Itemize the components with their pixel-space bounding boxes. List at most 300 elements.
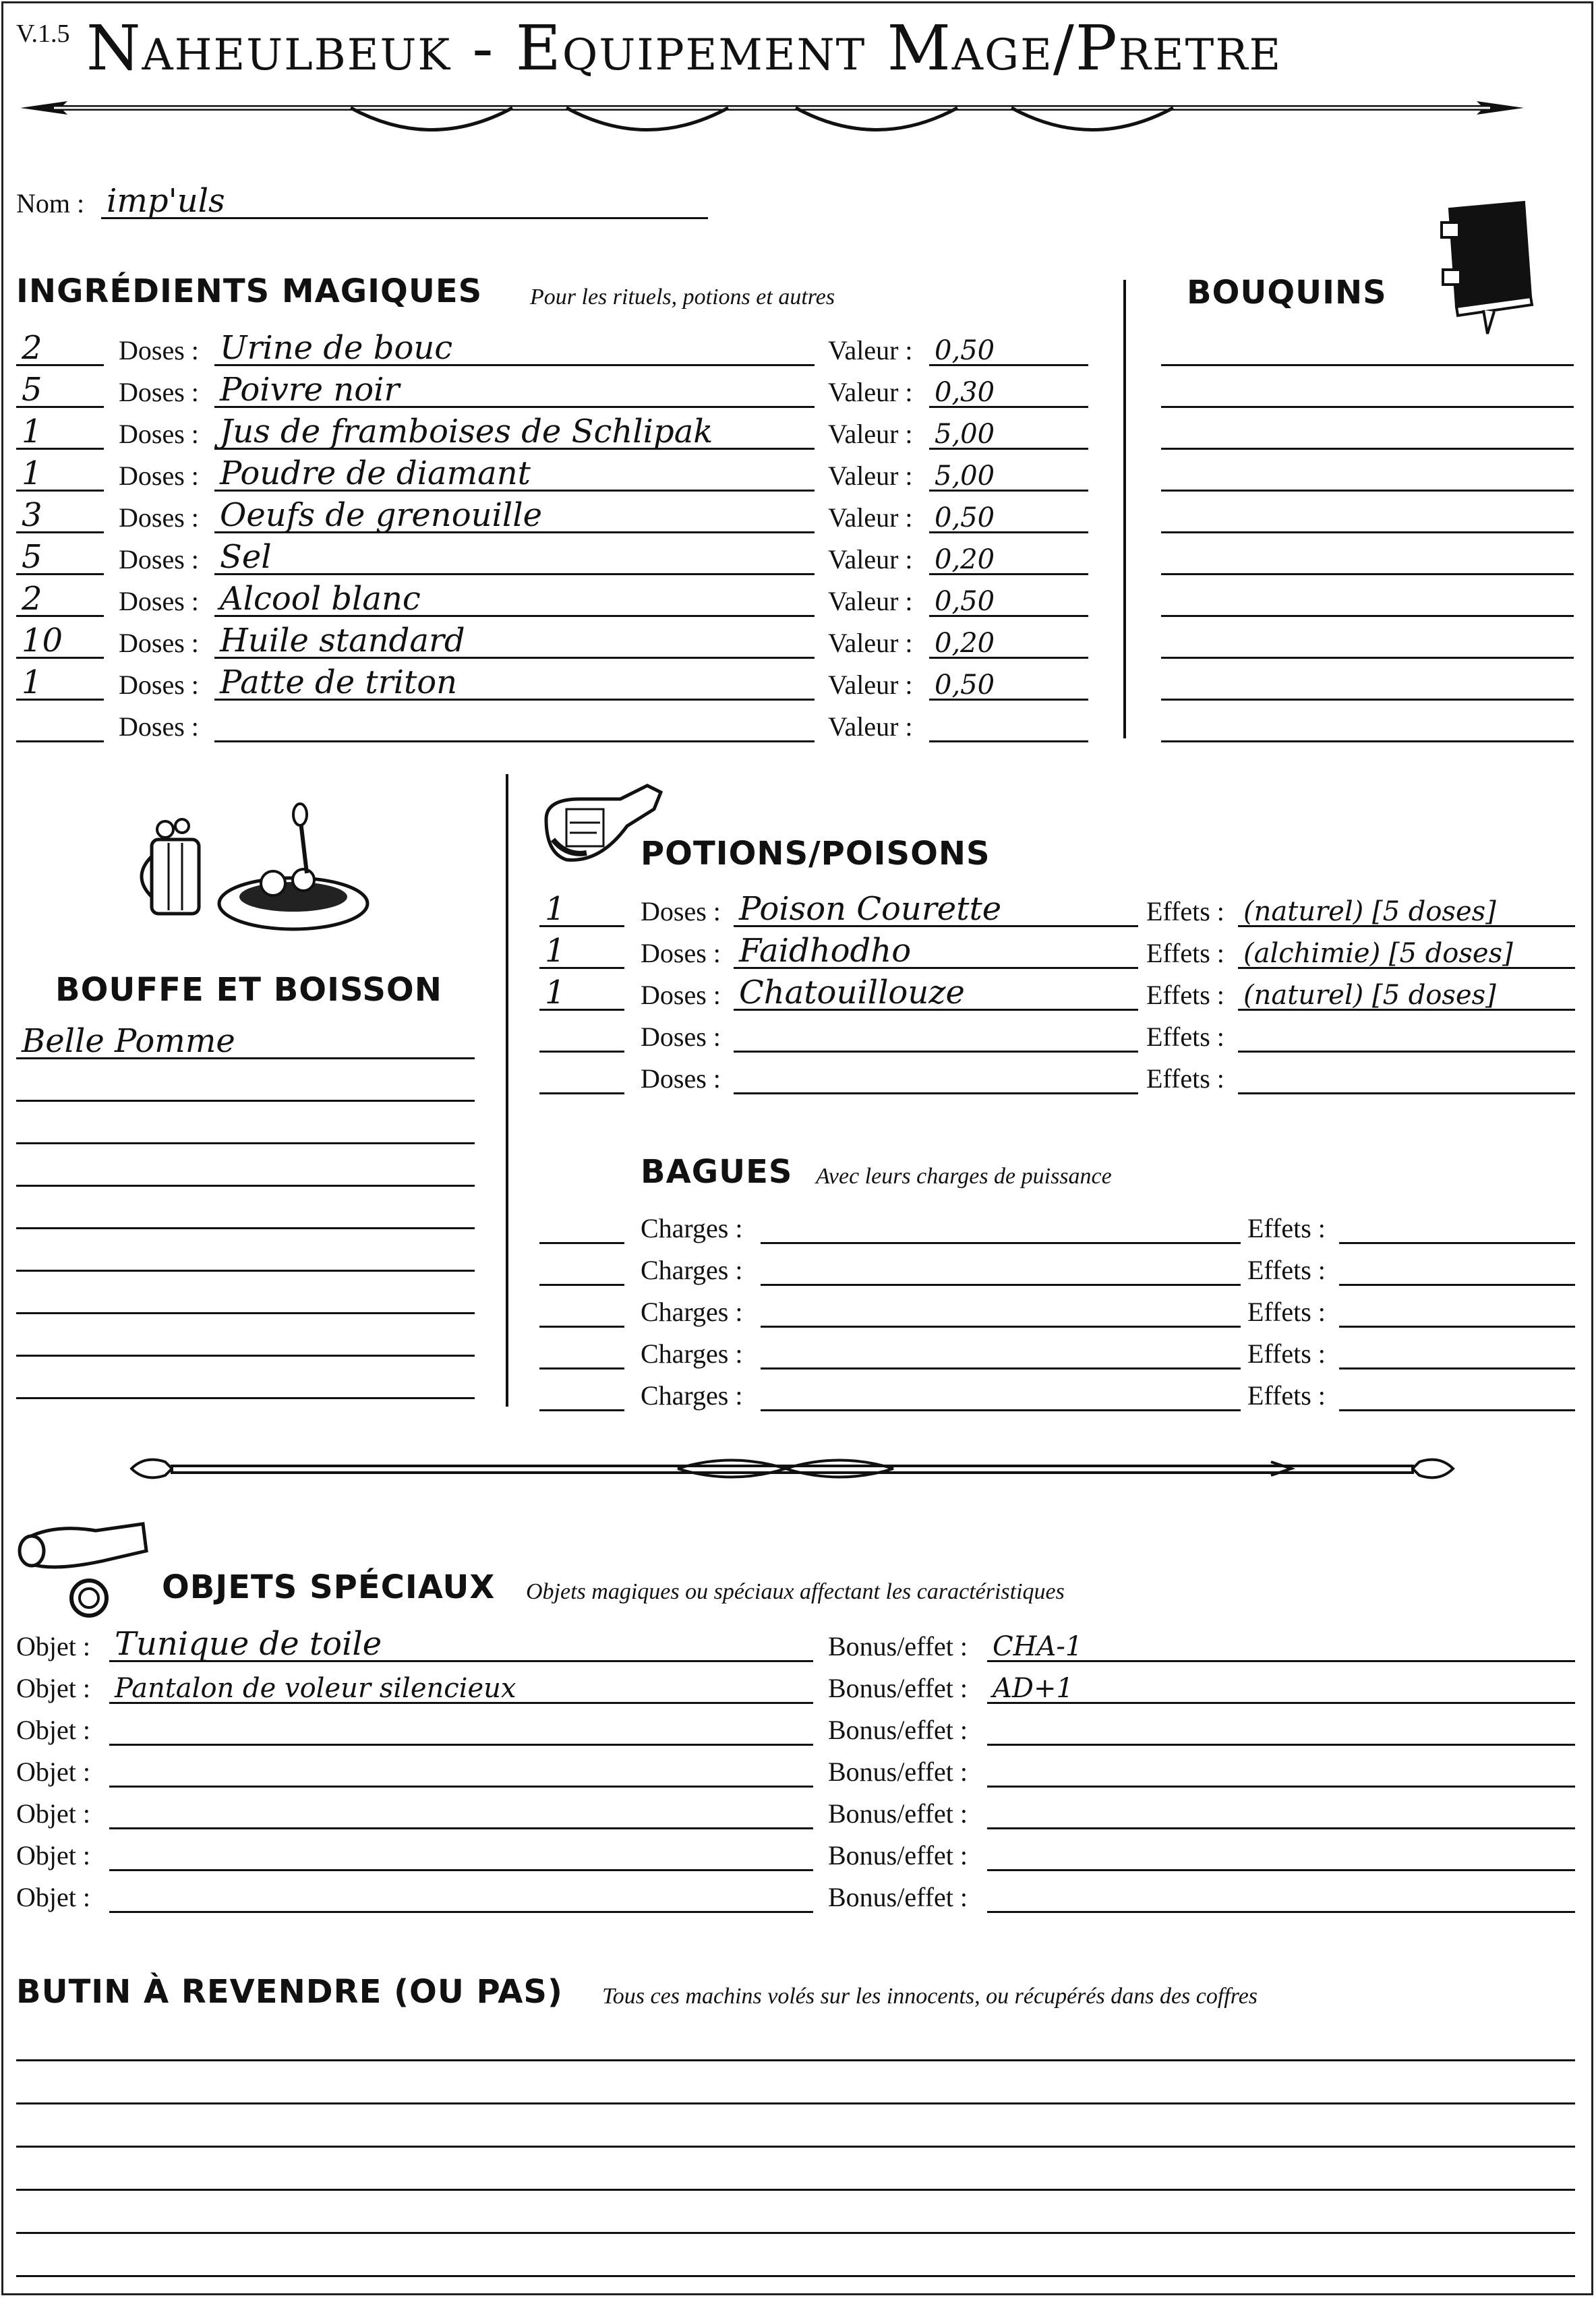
special-bonus[interactable] bbox=[987, 1706, 1575, 1746]
special-bonus[interactable] bbox=[987, 1873, 1575, 1914]
potion-name-underline bbox=[734, 1051, 1138, 1053]
ingredient-name-underline bbox=[214, 531, 815, 533]
special-object-label: Objet : bbox=[16, 1840, 90, 1870]
loot-line-underline bbox=[16, 2232, 1575, 2234]
ring-effects-label: Effets : bbox=[1247, 1338, 1326, 1369]
ingredient-name[interactable] bbox=[214, 619, 815, 659]
ingredient-name[interactable] bbox=[214, 368, 815, 409]
spear-divider-icon bbox=[13, 88, 1531, 148]
special-object-label: Objet : bbox=[16, 1715, 90, 1745]
ring-charges-underline bbox=[761, 1367, 1241, 1369]
ingredient-doses-label: Doses : bbox=[119, 461, 199, 491]
special-bonus-value: CHA-1 bbox=[993, 1631, 1083, 1662]
special-object-underline bbox=[109, 1869, 813, 1871]
ingredient-qty-value: 1 bbox=[22, 664, 42, 701]
loot-line[interactable] bbox=[16, 2022, 1575, 2062]
ingredient-qty-value: 3 bbox=[22, 496, 42, 534]
loot-subtitle: Tous ces machins volés sur les innocents, ou récupérés dans des coffres bbox=[602, 1984, 1258, 2009]
ingredient-qty-underline bbox=[16, 657, 104, 659]
ingredient-name-underline bbox=[214, 699, 815, 701]
potion-qty[interactable] bbox=[539, 887, 624, 928]
ingredient-qty[interactable] bbox=[16, 577, 104, 618]
potions-title: POTIONS/POISONS bbox=[641, 835, 991, 873]
ingredient-name-value: Sel bbox=[220, 538, 272, 576]
ring-effect-underline bbox=[1339, 1284, 1575, 1286]
ingredient-name-value: Alcool blanc bbox=[220, 580, 421, 618]
ingredient-value[interactable] bbox=[929, 577, 1088, 618]
special-object[interactable] bbox=[109, 1706, 813, 1746]
ring-charges-label: Charges : bbox=[641, 1297, 743, 1327]
special-object[interactable] bbox=[109, 1831, 813, 1872]
book-line[interactable] bbox=[1161, 368, 1574, 409]
ingredient-name[interactable] bbox=[214, 661, 815, 701]
ingredient-qty-underline bbox=[16, 740, 104, 742]
ring-charge-count[interactable] bbox=[539, 1288, 624, 1328]
ingredient-value[interactable] bbox=[929, 452, 1088, 492]
potion-effect-underline bbox=[1238, 1092, 1575, 1094]
potion-name-underline bbox=[734, 925, 1138, 927]
special-object-underline bbox=[109, 1786, 813, 1788]
ingredient-qty-value: 2 bbox=[22, 329, 42, 367]
book-line[interactable] bbox=[1161, 452, 1574, 492]
special-bonus-underline bbox=[987, 1786, 1575, 1788]
ring-effect-underline bbox=[1339, 1409, 1575, 1411]
name-field[interactable] bbox=[101, 179, 708, 220]
ingredient-value-underline bbox=[929, 615, 1088, 617]
ingredient-doses-label: Doses : bbox=[119, 628, 199, 658]
food-line[interactable] bbox=[16, 1147, 475, 1187]
special-bonus[interactable] bbox=[987, 1831, 1575, 1872]
book-line[interactable] bbox=[1161, 535, 1574, 576]
potion-name-value: Faidhodho bbox=[739, 932, 912, 970]
potion-effect-underline bbox=[1238, 967, 1575, 969]
ring-charge-count[interactable] bbox=[539, 1372, 624, 1412]
special-object-label: Objet : bbox=[16, 1882, 90, 1912]
ring-charges[interactable] bbox=[761, 1330, 1241, 1370]
ingredient-qty-value: 10 bbox=[22, 622, 63, 659]
ingredient-name-underline bbox=[214, 740, 815, 742]
ingredient-value-value: 0,30 bbox=[935, 377, 995, 408]
book-line[interactable] bbox=[1161, 326, 1574, 367]
ring-charge-count[interactable] bbox=[539, 1204, 624, 1245]
ingredient-doses-label: Doses : bbox=[119, 502, 199, 533]
special-bonus-underline bbox=[987, 1911, 1575, 1913]
ingredient-qty-underline bbox=[16, 699, 104, 701]
potion-qty-value: 1 bbox=[545, 974, 566, 1011]
ingredient-doses-label: Doses : bbox=[119, 377, 199, 407]
book-icon bbox=[1436, 196, 1544, 337]
special-object[interactable] bbox=[109, 1664, 813, 1705]
ingredient-qty-underline bbox=[16, 573, 104, 575]
food-line[interactable] bbox=[16, 1359, 475, 1400]
ingredient-name-value: Poudre de diamant bbox=[220, 454, 531, 492]
name-value: imp'uls bbox=[107, 182, 225, 220]
ingredient-value[interactable] bbox=[929, 368, 1088, 409]
potion-qty[interactable] bbox=[539, 971, 624, 1011]
scroll-ring-icon bbox=[15, 1510, 150, 1625]
ring-charges-underline bbox=[761, 1409, 1241, 1411]
ingredient-value-value: 5,00 bbox=[935, 419, 995, 450]
ingredient-value-label: Valeur : bbox=[828, 628, 913, 658]
ingredient-doses-label: Doses : bbox=[119, 711, 199, 742]
potion-effects-label: Effets : bbox=[1146, 896, 1224, 926]
food-line[interactable] bbox=[16, 1020, 475, 1060]
ring-effects-label: Effets : bbox=[1247, 1297, 1326, 1327]
book-line[interactable] bbox=[1161, 619, 1574, 659]
book-line-underline bbox=[1161, 531, 1574, 533]
ring-charge-count-underline bbox=[539, 1242, 624, 1244]
potion-effects-label: Effets : bbox=[1146, 980, 1224, 1010]
ingredient-name-value: Urine de bouc bbox=[220, 329, 453, 367]
ingredient-value-underline bbox=[929, 573, 1088, 575]
loot-line[interactable] bbox=[16, 2108, 1575, 2148]
ingredient-qty[interactable] bbox=[16, 410, 104, 450]
potion-effect-underline bbox=[1238, 1051, 1575, 1053]
potion-effect[interactable] bbox=[1238, 971, 1575, 1011]
ingredient-value[interactable] bbox=[929, 619, 1088, 659]
ingredient-value-underline bbox=[929, 490, 1088, 492]
ingredient-name[interactable] bbox=[214, 535, 815, 576]
ingredient-name-value: Huile standard bbox=[220, 622, 465, 659]
ingredient-value[interactable] bbox=[929, 661, 1088, 701]
potion-qty[interactable] bbox=[539, 929, 624, 970]
special-bonus-value: AD+1 bbox=[993, 1673, 1073, 1704]
special-object-underline bbox=[109, 1660, 813, 1662]
rings-title: BAGUES bbox=[641, 1153, 793, 1191]
ingredient-qty-underline bbox=[16, 406, 104, 408]
food-line[interactable] bbox=[16, 1189, 475, 1230]
ingredient-name-underline bbox=[214, 573, 815, 575]
ingredient-qty[interactable] bbox=[16, 452, 104, 492]
special-bonus-label: Bonus/effet : bbox=[828, 1798, 968, 1829]
ingredient-doses-label: Doses : bbox=[119, 586, 199, 616]
ingredients-subtitle: Pour les rituels, potions et autres bbox=[530, 285, 835, 310]
loot-line-underline bbox=[16, 2189, 1575, 2191]
special-object-underline bbox=[109, 1827, 813, 1829]
ring-charges[interactable] bbox=[761, 1288, 1241, 1328]
food-line[interactable] bbox=[16, 1104, 475, 1145]
food-line[interactable] bbox=[16, 1317, 475, 1357]
potion-effect[interactable] bbox=[1238, 1013, 1575, 1053]
ingredient-value[interactable] bbox=[929, 326, 1088, 367]
loot-line[interactable] bbox=[16, 2237, 1575, 2278]
food-title: BOUFFE ET BOISSON bbox=[55, 971, 442, 1009]
ingredient-value-underline bbox=[929, 699, 1088, 701]
books-divider bbox=[1123, 280, 1126, 738]
food-line[interactable] bbox=[16, 1232, 475, 1272]
food-line-underline bbox=[16, 1100, 475, 1102]
ingredient-name-underline bbox=[214, 406, 815, 408]
ingredient-name[interactable] bbox=[214, 410, 815, 450]
ingredient-name-underline bbox=[214, 615, 815, 617]
ingredient-qty[interactable] bbox=[16, 703, 104, 743]
ingredient-name[interactable] bbox=[214, 703, 815, 743]
potion-effect[interactable] bbox=[1238, 929, 1575, 970]
potion-effect[interactable] bbox=[1238, 887, 1575, 928]
potion-qty-underline bbox=[539, 1051, 624, 1053]
potion-effects-label: Effets : bbox=[1146, 1022, 1224, 1052]
ingredient-doses-label: Doses : bbox=[119, 544, 199, 574]
special-bonus-underline bbox=[987, 1744, 1575, 1746]
special-bonus-underline bbox=[987, 1660, 1575, 1662]
ingredient-value-value: 0,50 bbox=[935, 586, 995, 617]
ingredient-value-label: Valeur : bbox=[828, 377, 913, 407]
ingredient-value-underline bbox=[929, 531, 1088, 533]
ingredient-value-underline bbox=[929, 740, 1088, 742]
ring-charges-label: Charges : bbox=[641, 1380, 743, 1411]
loot-line-underline bbox=[16, 2059, 1575, 2061]
food-divider bbox=[506, 774, 508, 1407]
ring-charge-count-underline bbox=[539, 1409, 624, 1411]
name-label: Nom : bbox=[16, 188, 85, 218]
special-bonus[interactable] bbox=[987, 1622, 1575, 1663]
potion-name[interactable] bbox=[734, 971, 1138, 1011]
potion-qty-underline bbox=[539, 1092, 624, 1094]
ingredient-qty[interactable] bbox=[16, 368, 104, 409]
ring-charge-count-underline bbox=[539, 1367, 624, 1369]
special-bonus-underline bbox=[987, 1869, 1575, 1871]
food-line-underline bbox=[16, 1312, 475, 1314]
potion-doses-label: Doses : bbox=[641, 896, 721, 926]
food-line-underline bbox=[16, 1057, 475, 1059]
ingredient-value-value: 0,50 bbox=[935, 335, 995, 366]
ring-effect[interactable] bbox=[1339, 1204, 1575, 1245]
ring-effect-underline bbox=[1339, 1242, 1575, 1244]
ring-effect-underline bbox=[1339, 1326, 1575, 1328]
ring-effects-label: Effets : bbox=[1247, 1213, 1326, 1243]
ring-charge-count-underline bbox=[539, 1284, 624, 1286]
books-title: BOUQUINS bbox=[1187, 274, 1387, 312]
ring-charge-count-underline bbox=[539, 1326, 624, 1328]
ring-charges-label: Charges : bbox=[641, 1338, 743, 1369]
ingredient-qty[interactable] bbox=[16, 326, 104, 367]
ingredients-title: INGRÉDIENTS MAGIQUES bbox=[16, 272, 483, 310]
special-object-underline bbox=[109, 1911, 813, 1913]
ingredient-name-value: Jus de framboises de Schlipak bbox=[220, 413, 713, 450]
food-line-underline bbox=[16, 1355, 475, 1357]
page-title: Naheulbeuk - Equipement Mage/Pretre bbox=[86, 12, 1282, 84]
book-line[interactable] bbox=[1161, 577, 1574, 618]
special-object[interactable] bbox=[109, 1748, 813, 1788]
ingredient-value[interactable] bbox=[929, 494, 1088, 534]
special-object[interactable] bbox=[109, 1873, 813, 1914]
ring-charge-count[interactable] bbox=[539, 1330, 624, 1370]
ingredient-value-value: 0,50 bbox=[935, 502, 995, 533]
ingredient-value-label: Valeur : bbox=[828, 670, 913, 700]
food-mug-icon bbox=[138, 802, 367, 937]
ring-effect[interactable] bbox=[1339, 1246, 1575, 1287]
book-line-underline bbox=[1161, 406, 1574, 408]
loot-line-underline bbox=[16, 2146, 1575, 2148]
potion-effects-label: Effets : bbox=[1146, 938, 1224, 968]
ingredient-name-underline bbox=[214, 490, 815, 492]
ingredient-doses-label: Doses : bbox=[119, 335, 199, 365]
ring-effects-label: Effets : bbox=[1247, 1380, 1326, 1411]
ingredient-name[interactable] bbox=[214, 494, 815, 534]
potion-qty[interactable] bbox=[539, 1055, 624, 1095]
potion-name-underline bbox=[734, 1009, 1138, 1011]
special-bonus[interactable] bbox=[987, 1790, 1575, 1830]
special-bonus-underline bbox=[987, 1827, 1575, 1829]
ingredient-qty[interactable] bbox=[16, 494, 104, 534]
ring-charges-underline bbox=[761, 1242, 1241, 1244]
special-object-value: Tunique de toile bbox=[115, 1625, 382, 1663]
food-line-underline bbox=[16, 1270, 475, 1272]
special-bonus[interactable] bbox=[987, 1664, 1575, 1705]
ingredient-value-underline bbox=[929, 448, 1088, 450]
ingredient-name-value: Oeufs de grenouille bbox=[220, 496, 542, 534]
book-line[interactable] bbox=[1161, 494, 1574, 534]
ingredient-value[interactable] bbox=[929, 410, 1088, 450]
ingredient-qty-underline bbox=[16, 531, 104, 533]
special-bonus-label: Bonus/effet : bbox=[828, 1715, 968, 1745]
book-line-underline bbox=[1161, 740, 1574, 742]
potion-name-value: Chatouillouze bbox=[739, 974, 965, 1011]
version-label: V.1.5 bbox=[16, 20, 70, 48]
ingredient-qty-value: 5 bbox=[22, 538, 42, 576]
potion-effect[interactable] bbox=[1238, 1055, 1575, 1095]
ingredient-value-label: Valeur : bbox=[828, 544, 913, 574]
ring-effect[interactable] bbox=[1339, 1330, 1575, 1370]
ingredient-value-label: Valeur : bbox=[828, 502, 913, 533]
ring-charges-underline bbox=[761, 1284, 1241, 1286]
potion-doses-label: Doses : bbox=[641, 1022, 721, 1052]
ingredient-qty-underline bbox=[16, 615, 104, 617]
potion-effect-underline bbox=[1238, 925, 1575, 927]
ring-charges-label: Charges : bbox=[641, 1213, 743, 1243]
special-object-label: Objet : bbox=[16, 1673, 90, 1703]
ring-charges[interactable] bbox=[761, 1372, 1241, 1412]
ingredient-value-label: Valeur : bbox=[828, 711, 913, 742]
potion-doses-label: Doses : bbox=[641, 1063, 721, 1094]
ingredient-name[interactable] bbox=[214, 452, 815, 492]
ring-charges[interactable] bbox=[761, 1204, 1241, 1245]
ingredient-qty-value: 5 bbox=[22, 371, 42, 409]
ingredient-value-underline bbox=[929, 406, 1088, 408]
special-object-label: Objet : bbox=[16, 1757, 90, 1787]
special-object[interactable] bbox=[109, 1622, 813, 1663]
ingredient-value-value: 0,20 bbox=[935, 628, 995, 659]
special-object-value: Pantalon de voleur silencieux bbox=[115, 1673, 516, 1704]
ingredient-qty-value: 1 bbox=[22, 454, 42, 492]
book-line[interactable] bbox=[1161, 661, 1574, 701]
book-line-underline bbox=[1161, 573, 1574, 575]
ingredient-qty-underline bbox=[16, 364, 104, 366]
loot-line[interactable] bbox=[16, 2151, 1575, 2191]
potion-qty-underline bbox=[539, 1009, 624, 1011]
special-bonus-label: Bonus/effet : bbox=[828, 1673, 968, 1703]
potion-name-underline bbox=[734, 967, 1138, 969]
ingredient-name-underline bbox=[214, 364, 815, 366]
ingredient-value-value: 0,50 bbox=[935, 670, 995, 701]
ingredient-doses-label: Doses : bbox=[119, 670, 199, 700]
food-line-underline bbox=[16, 1227, 475, 1229]
food-line-value: Belle Pomme bbox=[22, 1022, 235, 1060]
ingredient-name-underline bbox=[214, 657, 815, 659]
ingredient-value-value: 0,20 bbox=[935, 544, 995, 575]
ingredient-value-label: Valeur : bbox=[828, 419, 913, 449]
ingredient-qty[interactable] bbox=[16, 535, 104, 576]
ingredient-name-underline bbox=[214, 448, 815, 450]
ingredient-value[interactable] bbox=[929, 703, 1088, 743]
potion-qty-underline bbox=[539, 967, 624, 969]
special-bonus-underline bbox=[987, 1702, 1575, 1704]
ingredient-qty[interactable] bbox=[16, 661, 104, 701]
ring-charges-underline bbox=[761, 1326, 1241, 1328]
ingredient-value-label: Valeur : bbox=[828, 461, 913, 491]
potion-name[interactable] bbox=[734, 929, 1138, 970]
potion-doses-label: Doses : bbox=[641, 938, 721, 968]
ingredient-name[interactable] bbox=[214, 577, 815, 618]
potion-qty[interactable] bbox=[539, 1013, 624, 1053]
ingredient-value-underline bbox=[929, 364, 1088, 366]
ingredient-value[interactable] bbox=[929, 535, 1088, 576]
ring-effect[interactable] bbox=[1339, 1288, 1575, 1328]
special-object[interactable] bbox=[109, 1790, 813, 1830]
potion-doses-label: Doses : bbox=[641, 980, 721, 1010]
staff-divider-icon bbox=[125, 1448, 1460, 1489]
special-object-label: Objet : bbox=[16, 1798, 90, 1829]
ring-charges-label: Charges : bbox=[641, 1255, 743, 1285]
book-line-underline bbox=[1161, 657, 1574, 659]
ingredient-qty[interactable] bbox=[16, 619, 104, 659]
book-line[interactable] bbox=[1161, 410, 1574, 450]
potion-effect-value: (naturel) [5 doses] bbox=[1243, 896, 1496, 927]
loot-line-underline bbox=[16, 2275, 1575, 2277]
special-bonus-label: Bonus/effet : bbox=[828, 1631, 968, 1661]
book-line-underline bbox=[1161, 448, 1574, 450]
potion-qty-value: 1 bbox=[545, 890, 566, 928]
rings-subtitle: Avec leurs charges de puissance bbox=[816, 1164, 1112, 1189]
ring-charges[interactable] bbox=[761, 1246, 1241, 1287]
potion-qty-value: 1 bbox=[545, 932, 566, 970]
special-title: OBJETS SPÉCIAUX bbox=[162, 1568, 496, 1606]
ingredient-name[interactable] bbox=[214, 326, 815, 367]
food-line-underline bbox=[16, 1397, 475, 1399]
ring-effect[interactable] bbox=[1339, 1372, 1575, 1412]
book-line-underline bbox=[1161, 615, 1574, 617]
ring-charge-count[interactable] bbox=[539, 1246, 624, 1287]
special-bonus[interactable] bbox=[987, 1748, 1575, 1788]
special-subtitle: Objets magiques ou spéciaux affectant les caractéristiques bbox=[526, 1579, 1065, 1604]
food-line[interactable] bbox=[16, 1274, 475, 1315]
ingredient-name-value: Patte de triton bbox=[220, 664, 458, 701]
potion-effect-value: (naturel) [5 doses] bbox=[1243, 980, 1496, 1011]
book-line[interactable] bbox=[1161, 703, 1574, 743]
potion-effects-label: Effets : bbox=[1146, 1063, 1224, 1094]
loot-line-underline bbox=[16, 2102, 1575, 2104]
special-object-underline bbox=[109, 1744, 813, 1746]
ingredient-doses-label: Doses : bbox=[119, 419, 199, 449]
special-bonus-label: Bonus/effet : bbox=[828, 1840, 968, 1870]
special-bonus-label: Bonus/effet : bbox=[828, 1757, 968, 1787]
ingredient-qty-underline bbox=[16, 490, 104, 492]
loot-line[interactable] bbox=[16, 2065, 1575, 2105]
special-object-underline bbox=[109, 1702, 813, 1704]
ingredient-qty-underline bbox=[16, 448, 104, 450]
ingredient-qty-value: 2 bbox=[22, 580, 42, 618]
potion-name[interactable] bbox=[734, 1055, 1138, 1095]
potion-name[interactable] bbox=[734, 887, 1138, 928]
loot-line[interactable] bbox=[16, 2194, 1575, 2235]
potion-name[interactable] bbox=[734, 1013, 1138, 1053]
ring-effects-label: Effets : bbox=[1247, 1255, 1326, 1285]
food-line[interactable] bbox=[16, 1062, 475, 1102]
ingredient-name-value: Poivre noir bbox=[220, 371, 400, 409]
ingredient-qty-value: 1 bbox=[22, 413, 42, 450]
book-line-underline bbox=[1161, 490, 1574, 492]
ingredient-value-label: Valeur : bbox=[828, 586, 913, 616]
